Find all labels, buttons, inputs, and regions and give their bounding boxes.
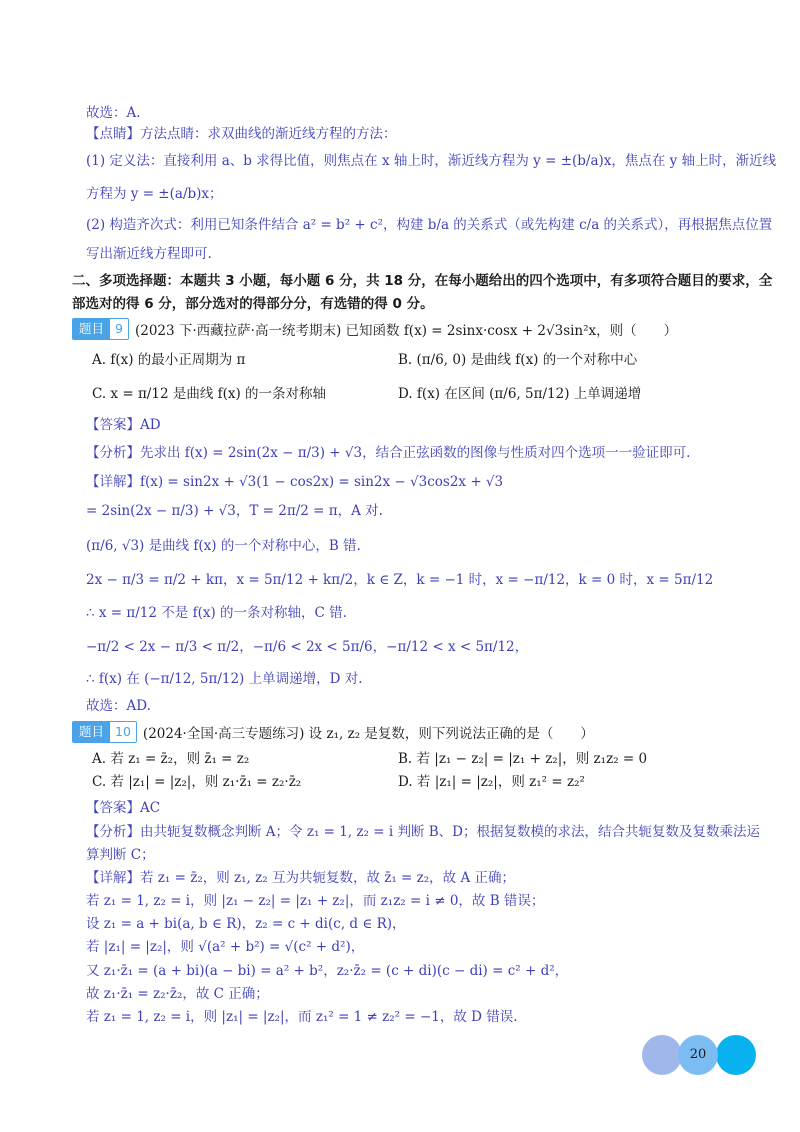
- question-10-option-c: C. 若 |z₁| = |z₂|，则 z₁·z̄₁ = z₂·z̄₂: [92, 774, 302, 790]
- page-number: 20: [689, 1047, 707, 1062]
- tip-method-2-line-1: (2) 构造齐次式：利用已知条件结合 a² = b² + c²，构建 b/a 的关系式（或先构建 c/a 的关系式），再根据焦点位置: [86, 217, 773, 233]
- question-10-tag: [72, 721, 137, 743]
- previous-answer-line: 故选：A.: [86, 105, 141, 121]
- decorative-circle: [716, 1035, 756, 1075]
- question-10-option-d: D. 若 |z₁| = |z₂|，则 z₁² = z₂²: [398, 774, 585, 790]
- tip-heading: 【点睛】方法点睛：求双曲线的渐近线方程的方法：: [86, 126, 397, 142]
- question-10-stem-row: [72, 721, 594, 743]
- question-10-stem: (2024·全国·高三专题练习) 设 z₁, z₂ 是复数，则下列说法正确的是（ ）: [142, 726, 594, 742]
- question-9-detail-line-2: = 2sin(2x − π/3) + √3，T = 2π/2 = π，A 对.: [86, 503, 383, 519]
- question-10-detail-line-4: 若 |z₁| = |z₂|，则 √(a² + b²) = √(c² + d²)，: [86, 939, 365, 955]
- question-9-detail-line-4: 2x − π/3 = π/2 + kπ，x = 5π/12 + kπ/2，k ∈ Z，k = −1 时，x = −π/12，k = 0 时，x = 5π/12: [86, 572, 714, 588]
- question-9-detail-line-6: −π/2 < 2x − π/3 < π/2，−π/6 < 2x < 5π/6，−π/12 < x < 5π/12，: [86, 639, 529, 655]
- question-10-answer: 【答案】AC: [86, 800, 161, 816]
- question-9-option-c: C. x = π/12 是曲线 f(x) 的一条对称轴: [92, 386, 327, 402]
- question-10-option-a: A. 若 z₁ = z̄₂，则 z̄₁ = z₂: [92, 751, 250, 767]
- question-9-detail-line-7: ∴ f(x) 在 (−π/12, 5π/12) 上单调递增，D 对.: [86, 671, 363, 687]
- tip-method-1-line-1: (1) 定义法：直接利用 a、b 求得比值，则焦点在 x 轴上时，渐近线方程为 y = ±(b/a)x，焦点在 y 轴上时，渐近线: [86, 153, 777, 169]
- question-10-detail-line-5: 又 z₁·z̄₁ = (a + bi)(a − bi) = a² + b²，z₂·z̄₂ = (c + di)(c − di) = c² + d²，: [86, 963, 569, 979]
- question-9-detail-line-3: (π/6, √3) 是曲线 f(x) 的一个对称中心，B 错.: [86, 538, 361, 554]
- decorative-circle: [642, 1035, 682, 1075]
- question-9-analysis: 【分析】先求出 f(x) = 2sin(2x − π/3) + √3，结合正弦函数的图像与性质对四个选项一一验证即可.: [86, 445, 691, 461]
- question-10-detail-line-7: 若 z₁ = 1, z₂ = i，则 |z₁| = |z₂|，而 z₁² = 1 ≠ z₂² = −1，故 D 错误.: [86, 1009, 518, 1025]
- page-number-badge: [642, 1035, 758, 1075]
- question-9-conclusion: 故选：AD.: [86, 698, 151, 714]
- question-10-detail-line-2: 若 z₁ = 1, z₂ = i，则 |z₁ − z₂| = |z₁ + z₂|，而 z₁z₂ = i ≠ 0，故 B 错误；: [86, 893, 545, 909]
- question-9-detail-line-5: ∴ x = π/12 不是 f(x) 的一条对称轴，C 错.: [86, 605, 347, 621]
- question-9-stem: (2023 下·西藏拉萨·高一统考期末) 已知函数 f(x) = 2sinx·cosx + 2√3sin²x，则（ ）: [134, 323, 678, 339]
- tip-method-2-line-2: 写出渐近线方程即可.: [86, 246, 212, 262]
- tip-method-1-line-2: 方程为 y = ±(a/b)x；: [86, 186, 223, 202]
- section-heading-line-1: 二、多项选择题：本题共 3 小题，每小题 6 分，共 18 分，在每小题给出的四个选项中，有多项符合题目的要求，全: [72, 273, 773, 289]
- question-10-analysis-line-2: 算判断 C；: [86, 847, 155, 863]
- question-9-option-d: D. f(x) 在区间 (π/6, 5π/12) 上单调递增: [398, 386, 642, 402]
- question-9-stem-row: [72, 318, 677, 340]
- question-9-option-a: A. f(x) 的最小正周期为 π: [92, 352, 246, 368]
- question-tag-label: 题目: [73, 722, 110, 742]
- question-9-tag: [72, 318, 129, 340]
- question-tag-number: 10: [115, 724, 131, 739]
- question-9-option-b: B. (π/6, 0) 是曲线 f(x) 的一个对称中心: [398, 352, 638, 368]
- section-heading-line-2: 部选对的得 6 分，部分选对的得部分分，有选错的得 0 分。: [72, 296, 434, 312]
- question-10-detail-line-6: 故 z₁·z̄₁ = z₂·z̄₂，故 C 正确；: [86, 986, 269, 1002]
- question-10-detail-line-1: 【详解】若 z₁ = z̄₂，则 z₁, z₂ 互为共轭复数，故 z̄₁ = z₂，故 A 正确；: [86, 870, 516, 886]
- question-9-detail-line-1: 【详解】f(x) = sin2x + √3(1 − cos2x) = sin2x − √3cos2x + √3: [86, 474, 504, 490]
- question-9-answer: 【答案】AD: [86, 417, 161, 433]
- question-tag-number: 9: [115, 321, 123, 336]
- question-10-option-b: B. 若 |z₁ − z₂| = |z₁ + z₂|，则 z₁z₂ = 0: [398, 751, 648, 767]
- question-10-detail-line-3: 设 z₁ = a + bi(a, b ∈ R)，z₂ = c + di(c, d ∈ R)，: [86, 916, 406, 932]
- question-10-analysis-line-1: 【分析】由共轭复数概念判断 A；令 z₁ = 1, z₂ = i 判断 B、D；根据复数模的求法，结合共轭复数及复数乘法运: [86, 824, 760, 840]
- question-tag-label: 题目: [73, 319, 110, 339]
